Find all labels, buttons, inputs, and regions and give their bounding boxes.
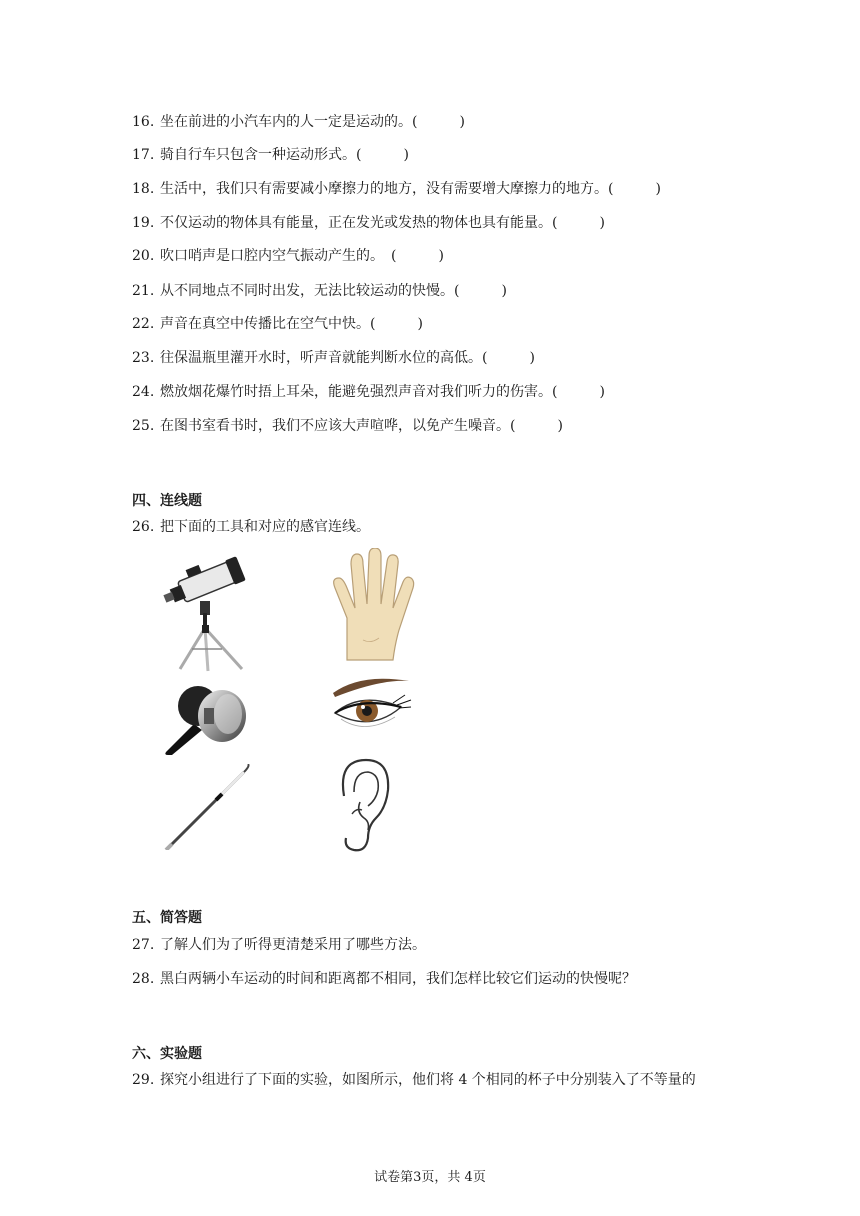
question-number: 27. bbox=[132, 937, 155, 953]
question-number: 20. bbox=[132, 248, 155, 264]
question-text: 生活中，我们只有需要减小摩擦力的地方，没有需要增大摩擦力的地方。( ) bbox=[160, 181, 661, 197]
question-26 bbox=[132, 518, 370, 536]
question-23 bbox=[132, 349, 535, 367]
question-number: 17. bbox=[132, 147, 155, 163]
question-number: 21. bbox=[132, 283, 155, 299]
question-number: 29. bbox=[132, 1072, 155, 1088]
question-21 bbox=[132, 282, 507, 300]
question-number: 24. bbox=[132, 384, 155, 400]
section-4-heading: 四、连线题 bbox=[132, 493, 202, 509]
question-19 bbox=[132, 214, 605, 232]
question-number: 25. bbox=[132, 418, 155, 434]
hand-icon bbox=[325, 548, 415, 666]
question-text: 骑自行车只包含一种运动形式。( ) bbox=[160, 147, 409, 163]
question-24 bbox=[132, 383, 605, 401]
question-number: 26. bbox=[132, 519, 155, 535]
question-number: 18. bbox=[132, 181, 155, 197]
stethoscope-head-icon bbox=[164, 682, 250, 756]
question-text: 探究小组进行了下面的实验，如图所示，他们将 4 个相同的杯子中分别装入了不等量的 bbox=[160, 1072, 696, 1088]
question-text: 吹口哨声是口腔内空气振动产生的。 ( ) bbox=[160, 248, 444, 264]
question-text: 往保温瓶里灌开水时，听声音就能判断水位的高低。( ) bbox=[160, 350, 535, 366]
section-5-heading: 五、简答题 bbox=[132, 910, 202, 926]
section-6-heading: 六、实验题 bbox=[132, 1046, 202, 1062]
telescope-icon bbox=[162, 553, 252, 673]
question-text: 坐在前进的小汽车内的人一定是运动的。( ) bbox=[160, 114, 465, 130]
question-text: 在图书室看书时，我们不应该大声喧哗，以免产生噪音。( ) bbox=[160, 418, 563, 434]
question-22 bbox=[132, 315, 423, 333]
question-text: 把下面的工具和对应的感官连线。 bbox=[160, 519, 370, 535]
question-text: 燃放烟花爆竹时捂上耳朵，能避免强烈声音对我们听力的伤害。( ) bbox=[160, 384, 605, 400]
question-number: 23. bbox=[132, 350, 155, 366]
eye-icon bbox=[331, 673, 413, 739]
question-28 bbox=[132, 970, 636, 988]
question-20 bbox=[132, 247, 444, 265]
question-18 bbox=[132, 180, 661, 198]
question-text: 了解人们为了听得更清楚采用了哪些方法。 bbox=[160, 937, 426, 953]
question-16 bbox=[132, 113, 465, 131]
question-17 bbox=[132, 146, 409, 164]
question-text: 声音在真空中传播比在空气中快。( ) bbox=[160, 316, 423, 332]
question-25 bbox=[132, 417, 563, 435]
question-text: 从不同地点不同时出发，无法比较运动的快慢。( ) bbox=[160, 283, 507, 299]
question-27 bbox=[132, 936, 426, 954]
question-number: 28. bbox=[132, 971, 155, 987]
question-29 bbox=[132, 1071, 696, 1089]
question-text: 不仅运动的物体具有能量，正在发光或发热的物体也具有能量。( ) bbox=[160, 215, 605, 231]
question-number: 16. bbox=[132, 114, 155, 130]
cane-icon bbox=[164, 764, 254, 850]
question-text: 黑白两辆小车运动的时间和距离都不相同，我们怎样比较它们运动的快慢呢？ bbox=[160, 971, 636, 987]
question-number: 19. bbox=[132, 215, 155, 231]
question-number: 22. bbox=[132, 316, 155, 332]
page-footer: 试卷第3页，共 4页 bbox=[374, 1170, 486, 1185]
ear-icon bbox=[332, 756, 394, 854]
